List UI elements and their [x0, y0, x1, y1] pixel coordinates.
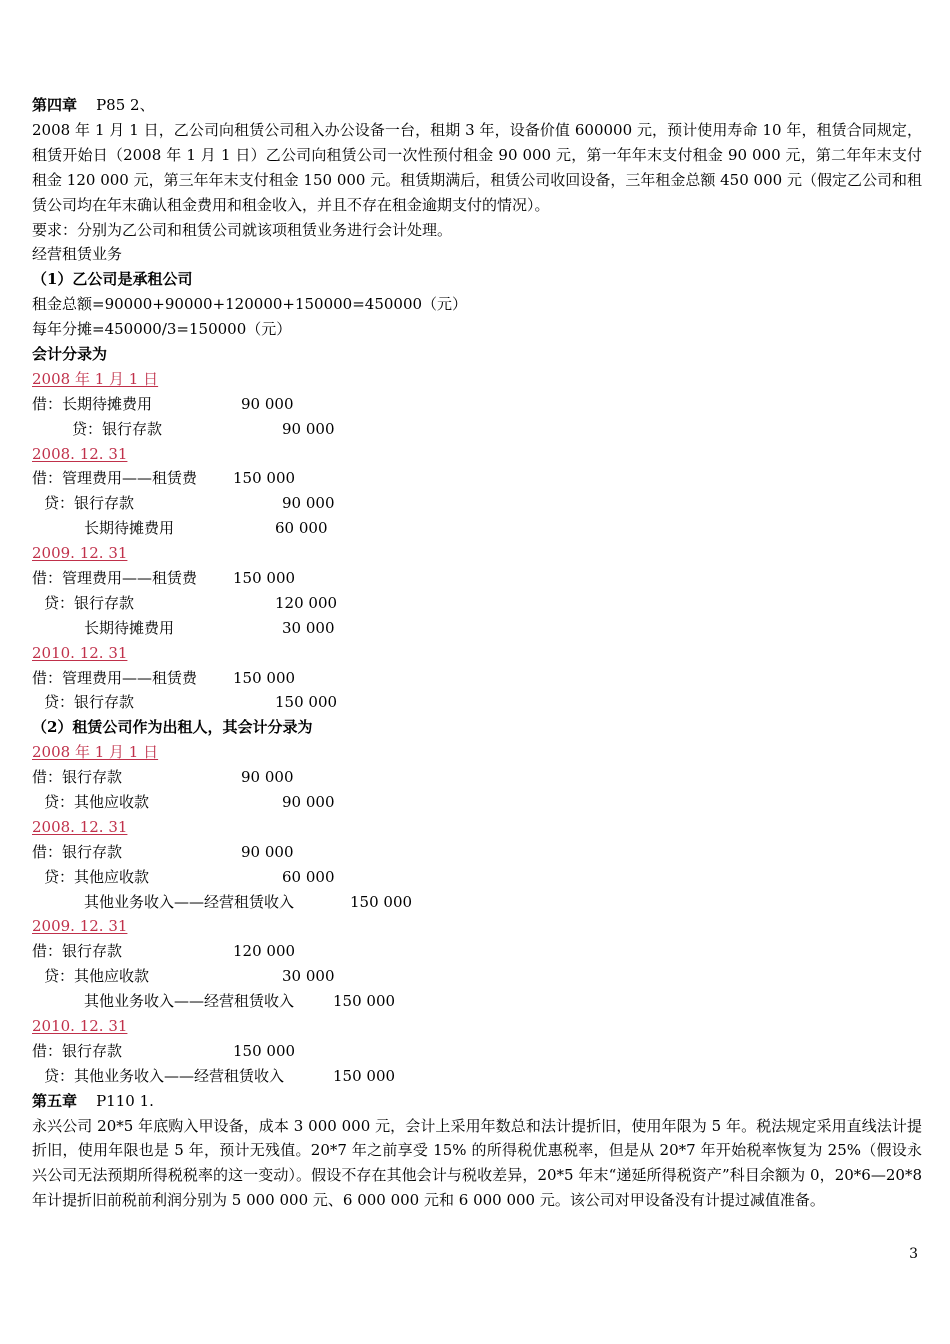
journal-line: 贷：银行存款 150 000	[44, 693, 338, 712]
lease-type: 经营租赁业务	[32, 245, 123, 264]
journal-line: 长期待摊费用 60 000	[84, 519, 328, 538]
page-number: 3	[909, 1246, 918, 1262]
section-lessee: （1）乙公司是承租公司	[32, 270, 193, 289]
journal-line: 其他业务收入——经营租赁收入 150 000	[84, 892, 413, 911]
document-page	[32, 93, 922, 1213]
journal-line: 借：管理费用——租赁费 150 000	[32, 568, 296, 587]
journal-line: 借：银行存款 120 000	[32, 942, 296, 961]
journal-line: 贷：银行存款 120 000	[44, 593, 338, 612]
journal-line: 贷：其他应收款 60 000	[44, 867, 335, 886]
date-2009-12-31: 2009. 12. 31	[32, 544, 128, 563]
journal-line: 贷：其他应收款 30 000	[44, 967, 335, 986]
journal-line: 借：长期待摊费用 90 000	[32, 394, 294, 413]
journal-line: 借：银行存款 150 000	[32, 1041, 296, 1060]
chapter-5-heading: 第五章 P110 1.	[32, 1091, 154, 1110]
journal-line: 其他业务收入——经营租赁收入 150 000	[84, 992, 396, 1011]
date-2009-12-31: 2009. 12. 31	[32, 917, 128, 936]
journal-line: 贷：银行存款 90 000	[72, 419, 335, 438]
journal-line: 长期待摊费用 30 000	[84, 618, 335, 637]
journal-line: 借：银行存款 90 000	[32, 842, 294, 861]
journal-line: 借：管理费用——租赁费 150 000	[32, 668, 296, 687]
date-2008-12-31: 2008. 12. 31	[32, 444, 128, 463]
journal-line: 贷：其他应收款 90 000	[44, 793, 335, 811]
date-2008-01-01: 2008 年 1 月 1 日	[32, 743, 159, 762]
chapter-4-heading: 第四章 P85 2、	[32, 96, 155, 114]
date-2010-12-31: 2010. 12. 31	[32, 1017, 128, 1036]
journal-line: 借：管理费用——租赁费 150 000	[32, 469, 296, 488]
date-2008-01-01: 2008 年 1 月 1 日	[32, 369, 159, 388]
requirement: 要求：分别为乙公司和租赁公司就该项租赁业务进行会计处理。	[32, 220, 453, 239]
journal-line: 借：银行存款 90 000	[32, 768, 294, 787]
chapter-4-problem: 2008 年 1 月 1 日，乙公司向租赁公司租入办公设备一台，租期 3 年，设备价值 600000 元，预计使用寿命 10 年，租赁合同规定，租赁开始日（2008 年 1 月 1 日）乙公司向租赁公司一次性预付租金 90 000 元，第一年年末支付租金 90 000 元，第二年年末支付租金 120 000 元，第三年年末支付租金 150 000 元。租赁期满后，租赁公司收回设备，三年租金总额 450 000 元（假定乙公司和租赁公司均在年末确认租金费用和租金收入，并且不存在租金逾期支付的情况）。	[32, 120, 922, 214]
journal-line: 贷：银行存款 90 000	[44, 494, 335, 513]
date-2008-12-31: 2008. 12. 31	[32, 817, 128, 836]
calc-total: 租金总额=90000+90000+120000+150000=450000（元）	[32, 295, 468, 314]
journal-line: 贷：其他业务收入——经营租赁收入 150 000	[44, 1066, 396, 1085]
date-2010-12-31: 2010. 12. 31	[32, 643, 128, 662]
chapter-5-problem: 永兴公司 20*5 年底购入甲设备，成本 3 000 000 元，会计上采用年数总和法计提折旧，使用年限为 5 年。税法规定采用直线法计提折旧，使用年限也是 5 年，预计无残值。20*7 年之前享受 15% 的所得税优惠税率，但是从 20*7 年开始税率恢复为 25%（假设永兴公司无法预期所得税税率的这一变动）。假设不存在其他会计与税收差异，20*5 年末“递延所得税资产”科目余额为 0，20*6—20*8 年计提折旧前税前利润分别为 5 000 000 元、6 000 000 元和 6 000 000 元。该公司对甲设备没有计提过减值准备。	[32, 1116, 922, 1210]
calc-annual: 每年分摊=450000/3=150000（元）	[32, 320, 292, 339]
entries-title: 会计分录为	[32, 344, 108, 363]
section-lessor: （2）租赁公司作为出租人，其会计分录为	[32, 718, 313, 737]
